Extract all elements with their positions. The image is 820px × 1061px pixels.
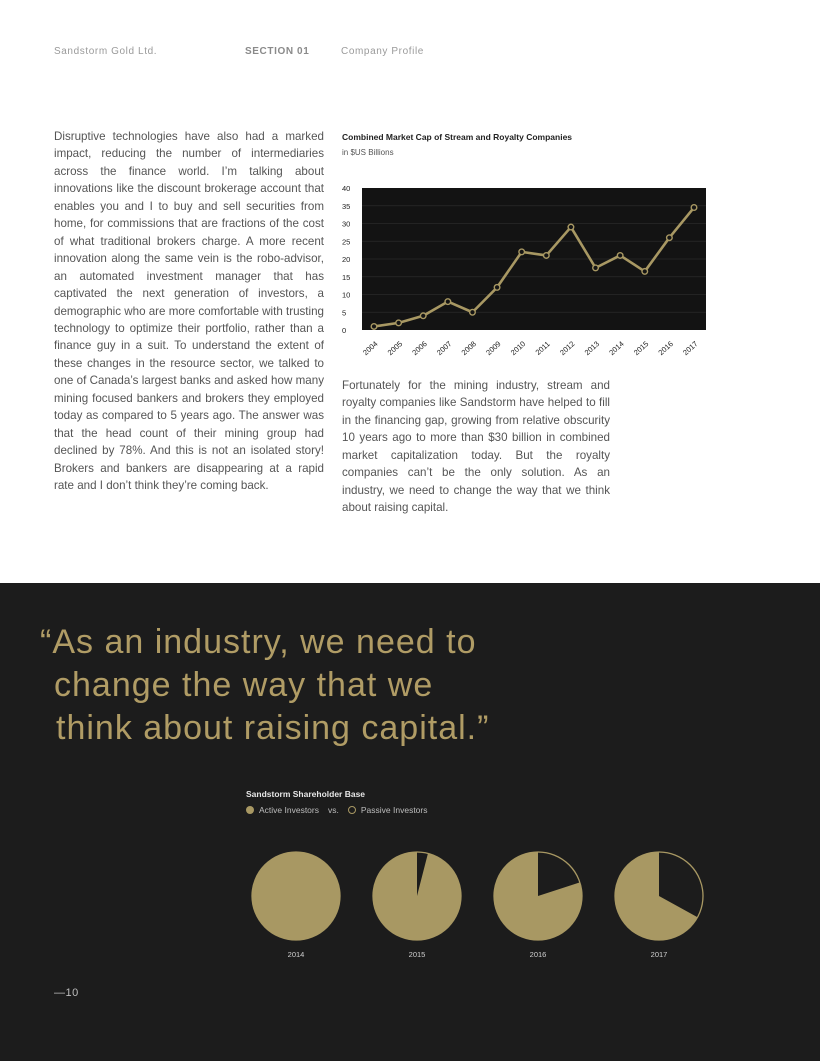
x-tick-label: 2010 [508,339,528,358]
header-profile: Company Profile [341,46,424,57]
body-text-right: Fortunately for the mining industry, stream and royalty companies like Sandstorm have helped to fill in the financing gap, growing from relative obscurity 10 years ago to more than $30 billion in combined market capitalization today. But the royalty companies can’t be the only solution. As an industry, we need to change the way that we think about raising capital. [342,379,610,515]
pie-chart-title: Sandstorm Shareholder Base [246,789,366,799]
x-tick-label: 2007 [434,339,454,358]
legend-passive-label: Passive Investors [360,805,428,815]
data-point-2010 [519,249,525,255]
data-point-2016 [667,235,673,241]
pie-label-2017: 2017 [650,950,668,959]
y-tick-label: 5 [342,308,347,318]
data-point-2008 [470,309,476,315]
x-tick-label: 2013 [582,339,602,358]
x-tick-label: 2005 [385,339,405,358]
y-tick-label: 15 [342,272,351,282]
active-legend-swatch [246,806,254,814]
quote-line-3: think about raising capital.” [56,709,490,747]
y-tick-label: 0 [342,326,347,335]
pie-label-2016: 2016 [529,950,547,959]
page-number: —10 [54,987,79,999]
x-tick-label: 2017 [681,339,700,358]
x-tick-label: 2008 [459,339,479,358]
y-tick-label: 20 [342,255,351,264]
pie-label-2015: 2015 [408,950,426,959]
x-tick-label: 2014 [607,339,626,358]
data-point-2015 [642,269,648,275]
quote-line-2: change the way that we [54,666,434,704]
pie-active-slice-2014 [252,852,340,940]
shareholder-pie-charts [240,840,720,970]
data-point-2017 [691,205,697,211]
pull-quote [40,621,489,750]
x-tick-label: 2009 [484,339,503,358]
legend-active-label: Active Investors [259,805,319,815]
data-point-2011 [544,253,550,259]
data-point-2004 [371,324,377,330]
y-tick-label: 40 [342,184,351,193]
x-tick-label: 2016 [656,339,675,358]
pie-legend [246,805,428,815]
data-point-2012 [568,224,574,230]
x-tick-label: 2004 [361,339,380,358]
header-company: Sandstorm Gold Ltd. [54,46,158,57]
body-text-left: Disruptive technologies have also had a marked impact, reducing the number of intermediaries across the finance world. I’m talking about innovations like the discount brokerage account that enables you and I to buy and sell securities from home, for commissions that are fractions of the cost of what traditional brokers charge. A more recent innovation along the same vein is the robo-advisor, an automated investment manager that has captivated the next generation of investors, a demographic who are more comfortable with trusting technology to optimize their portfolio, rather than a finance guy in a suit. To understand the extent of these changes in the resource sector, we talked to one of Canada’s largest banks and asked how many mining focused bankers and brokers they employed today as compared to 5 years ago. The answer was that the head count of their mining group had declined by 78%. And this is not an isolated story! Brokers and bankers are disappearing at a rapid rate and I don’t think they’re coming back. [54,130,325,493]
data-point-2006 [420,313,426,319]
data-point-2007 [445,299,451,305]
pie-label-2014: 2014 [287,950,305,959]
line-chart-title: Combined Market Cap of Stream and Royalty Companies [342,132,573,142]
quote-line-1: “As an industry, we need to [40,623,477,661]
x-tick-label: 2006 [410,339,429,358]
data-point-2014 [617,253,623,259]
line-chart-subtitle: in $US Billions [342,148,394,157]
y-tick-label: 30 [342,219,351,229]
x-tick-label: 2011 [533,339,552,357]
market-cap-line-chart [338,178,710,358]
x-tick-label: 2015 [631,339,651,358]
pie-active-slice-2015 [373,852,461,940]
data-point-2013 [593,265,599,271]
passive-legend-swatch [348,806,356,814]
legend-vs: vs. [328,805,339,815]
header-section: SECTION 01 [245,46,310,57]
y-tick-label: 35 [342,201,351,211]
y-tick-label: 25 [342,237,351,247]
data-point-2009 [494,285,500,291]
page-header [54,46,766,60]
x-tick-label: 2012 [558,339,577,358]
data-point-2005 [396,320,402,326]
y-tick-label: 10 [342,290,351,300]
